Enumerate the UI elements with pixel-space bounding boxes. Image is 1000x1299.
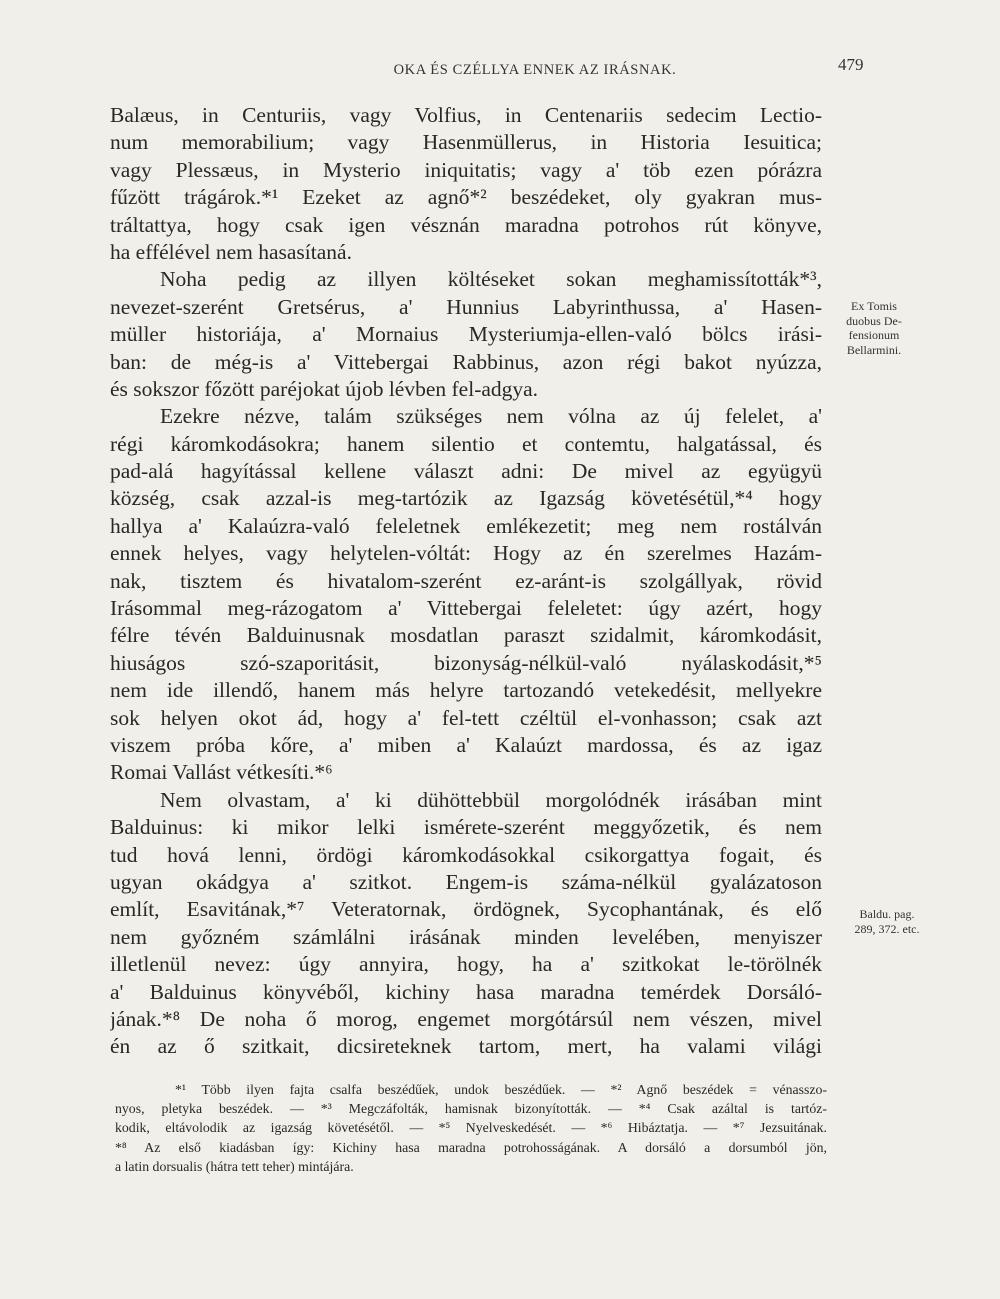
text-line: fűzött trágárok.*¹ Ezeket az agnő*² beszédeket, oly gyakran mus- (110, 185, 822, 210)
text-line: hiuságos szó-szaporitásit, bizonyság-nélkül-való nyálaskodásit,*⁵ (110, 650, 822, 675)
text-line: tud hová lenni, ördögi káromkodásokkal csikorgattya fogait, és (110, 842, 822, 867)
text-line: nem győzném számlálni irásának minden levelében, menyiszer (110, 924, 822, 949)
text-line: ennek helyes, vagy helytelen-vóltát: Hogy az én szerelmes Hazám- (110, 541, 822, 566)
text-line: viszem próba kőre, a' miben a' Kalaúzt mardossa, és az igaz (110, 732, 822, 757)
text-line: Noha pedig az illyen költéseket sokan meghamissították*³, (160, 267, 822, 292)
text-line: num memorabilium; vagy Hasenmüllerus, in Historia Iesuitica; (110, 130, 822, 155)
margin-note-bellarmini (828, 299, 920, 357)
footnote-line: kodik, eltávolodik az igazság követésétől. — *⁵ Nyelveskedését. — *⁶ Hibáztatja. — *⁷ Jezsuitának. (115, 1120, 827, 1136)
text-line: félre tévén Balduinusnak mosdatlan paraszt szidalmit, káromkodásit, (110, 623, 822, 648)
text-line: pad-alá hagyítással kellene választ adni: De mivel az együgyü (110, 459, 822, 484)
main-text (110, 102, 822, 1061)
margin-note-line: Baldu. pag. (859, 907, 915, 921)
text-line: Balduinus: ki mikor lelki ismérete-szerént meggyőzetik, és nem (110, 815, 822, 840)
text-line: hallya a' Kalaúzra-való feleletnek emlékezetit; meg nem rostálván (110, 513, 822, 538)
text-line: Romai Vallást vétkesíti.*⁶ (110, 760, 333, 785)
text-line: sok helyen okot ád, hogy a' fel-tett czéltül el-vonhasson; csak azt (110, 705, 822, 730)
footnotes (115, 1080, 827, 1176)
text-line: a' Balduinus könyvéből, kichiny hasa maradna temérdek Dorsáló- (110, 979, 822, 1004)
running-title: OKA ÉS CZÉLLYA ENNEK AZ IRÁSNAK. (393, 62, 677, 78)
text-line: ha effélével nem hasasítaná. (110, 239, 352, 264)
margin-note-line: 289, 372. etc. (854, 921, 920, 936)
footnote-line: *⁸ Az első kiadásban így: Kichiny hasa maradna potrohosságának. A dorsáló a dorsumból jön, (115, 1139, 827, 1155)
text-line: én az ő szitkait, dicsireteknek tartom, mert, ha valami világi (110, 1034, 822, 1059)
text-line: régi káromkodásokra; hanem silentio et contemtu, halgatással, és (110, 431, 822, 456)
text-line: Ezekre nézve, talám szükséges nem vólna az új felelet, a' (160, 404, 822, 429)
text-line: tráltattya, hogy csak igen vésznán maradna potrohos rút könyve, (110, 212, 822, 237)
text-line: jának.*⁸ De noha ő morog, engemet morgótársúl nem vészen, mivel (110, 1006, 822, 1031)
text-line: Balæus, in Centuriis, vagy Volfius, in Centenariis sedecim Lectio- (110, 103, 822, 127)
margin-note-line: fensionum (848, 328, 900, 342)
text-line: Nem olvastam, a' ki dühöttebbül morgolódnék irásában mint (160, 787, 822, 812)
text-line: müller historiája, a' Mornaius Mysteriumja-ellen-való bölcs irási- (110, 322, 822, 347)
text-line: nak, tisztem és hivatalom-szerént ez-aránt-is szolgállyak, rövid (110, 568, 822, 593)
text-line: község, csak azzal-is meg-tartózik az Igazság követésétül,*⁴ hogy (110, 486, 822, 511)
footnote-line: a latin dorsualis (hátra tett teher) mintájára. (115, 1158, 354, 1174)
margin-note-line: duobus De- (846, 313, 902, 328)
text-line: ban: de még-is a' Vittebergai Rabbinus, azon régi bakot nyúzza, (110, 349, 822, 374)
text-line: illetlenül nevez: úgy annyira, hogy, ha a' szitkokat le-törölnék (110, 952, 822, 977)
margin-note-line: Bellarmini. (846, 342, 902, 357)
text-line: és sokszor főzött paréjokat újob lévben fel-adgya. (110, 376, 539, 401)
text-line: nem ide illendő, hanem más helyre tartozandó vetekedésit, mellyekre (110, 678, 822, 703)
text-line: ugyan okádgya a' szitkot. Engem-is száma-nélkül gyalázatoson (110, 869, 822, 894)
page-number: 479 (838, 55, 864, 74)
text-line: vagy Plessæus, in Mysterio iniquitatis; vagy a' töb ezen pórázra (110, 157, 822, 182)
margin-note-baldu (832, 907, 942, 936)
footnote-line: *¹ Több ilyen fajta csalfa beszédűek, undok beszédűek. — *² Agnő beszédek = vénasszo- (175, 1082, 827, 1097)
text-line: nevezet-szerént Gretsérus, a' Hunnius Labyrinthussa, a' Hasen- (110, 294, 822, 319)
text-line: Irásommal meg-rázogatom a' Vittebergai feleletet: úgy azért, hogy (110, 596, 822, 621)
footnote-line: nyos, pletyka beszédek. — *³ Megczáfolták, hamisnak bizonyították. — *⁴ Csak azáltal is tartóz- (115, 1101, 827, 1117)
text-line: említ, Esavitának,*⁷ Veteratornak, ördögnek, Sycophantának, és elő (110, 897, 822, 922)
margin-note-line: Ex Tomis (851, 299, 897, 313)
